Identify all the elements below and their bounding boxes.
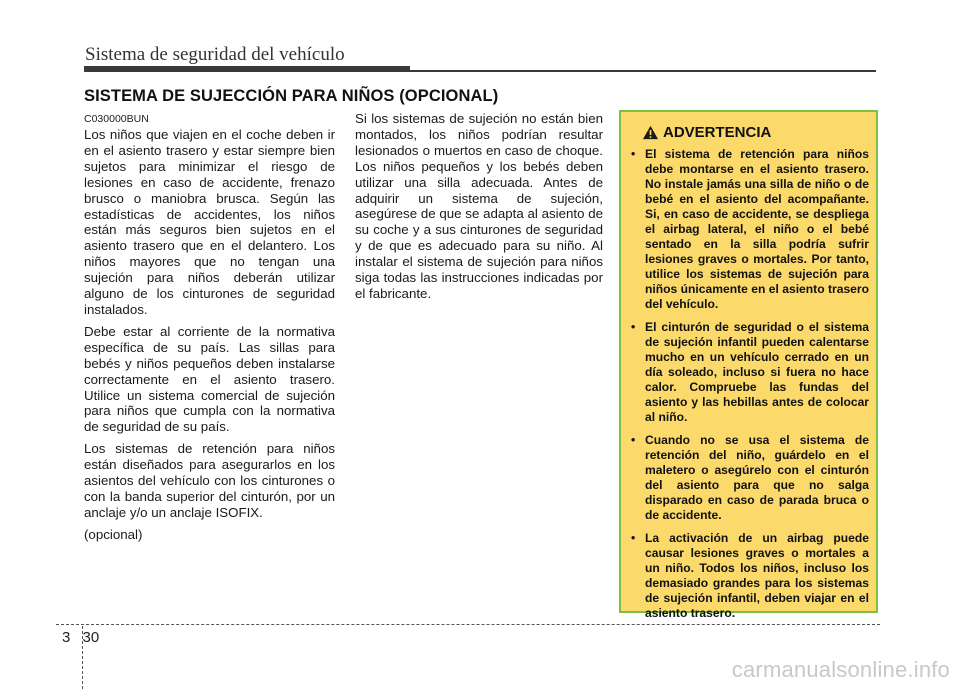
paragraph: Debe estar al corriente de la normativa específica de su país. Las sillas para bebés y niños pequeños deben instalarse correctamente en el asiento trasero. Utilice un sistema comercial de sujeción para niños que cumpla con la normativa de seguridad de su país. xyxy=(84,323,335,435)
warning-item: • El cinturón de seguridad o el sistema de sujeción infantil pueden calentarse mucho en un vehículo cerrado en un día soleado, incluso si fuera no hace calor. Compruebe las fundas del asiento y las hebillas antes de colocar al niño. xyxy=(631,320,869,424)
warning-header xyxy=(642,124,771,141)
body-column-2 xyxy=(355,111,603,308)
section-title: SISTEMA DE SUJECCIÓN PARA NIÑOS (OPCIONAL) xyxy=(84,87,499,105)
page-number xyxy=(62,629,99,646)
warning-list xyxy=(629,147,869,629)
section-number: 3 xyxy=(62,629,71,646)
paragraph: Los niños que viajen en el coche deben ir en el asiento trasero y estar siempre bien sujetos para minimizar el riesgo de lesiones en caso de accidente, frenazo brusco o maniobra brusca. Según las estadísticas de accidentes, los niños están más seguros bien sujetos en el asiento trasero que en el delantero. Los niños mayores que no tengan una sujeción para niños deberán utilizar alguno de los cinturones de seguridad instalados. xyxy=(84,127,335,317)
warning-item: • El sistema de retención para niños debe montarse en el asiento trasero. No instale jamás una silla de niño o de bebé en el asiento del acompañante. Si, en caso de accidente, se despliega el airbag lateral, el niño o el bebé sentado en la silla podría sufrir lesiones graves o mortales. Por tanto, utilice los sistemas de sujeción para niños únicamente en el asiento trasero del vehículo. xyxy=(631,147,869,311)
paragraph: Si los sistemas de sujeción no están bien montados, los niños podrían resultar lesionados o muertos en caso de choque. Los niños pequeños y los bebés deben utilizar una silla adecuada. Antes de adquirir un sistema de sujeción, asegúrese de que se adapta al asiento de su coche y a sus cinturones de seguridad y de que es adecuado para su niño. Al instalar el sistema de sujeción para niños siga todas las instrucciones indicadas por el fabricante. xyxy=(355,111,603,301)
header-rule xyxy=(410,70,876,72)
paragraph: Los sistemas de retención para niños están diseñados para asegurarlos en los asientos del vehículo con los cinturones o con la banda superior del cinturón, por un anclaje y/o un anclaje ISOFIX. xyxy=(84,441,335,520)
warning-triangle-icon xyxy=(642,125,659,140)
watermark: carmanualsonline.info xyxy=(731,657,950,682)
doc-code: C030000BUN xyxy=(84,113,149,125)
header-bar xyxy=(84,66,410,72)
warning-item: • Cuando no se usa el sistema de retención del niño, guárdelo en el maletero o asegúrelo con el cinturón del asiento para que no salga disparado en caso de parada bruca o de accidente. xyxy=(631,433,869,522)
footer-divider xyxy=(56,624,880,625)
warning-box xyxy=(619,110,878,620)
header-title: Sistema de seguridad del vehículo xyxy=(85,44,345,65)
page-index: 30 xyxy=(82,629,100,646)
warning-item: • La activación de un airbag puede causar lesiones graves o mortales a un niño. Todos los niños, incluso los demasiado grandes para los sistemas de sujeción infantil, deben viajar en el asiento trasero. xyxy=(631,531,869,620)
paragraph: (opcional) xyxy=(84,526,143,542)
warning-title: ADVERTENCIA xyxy=(663,124,772,141)
body-column-1 xyxy=(84,127,335,549)
